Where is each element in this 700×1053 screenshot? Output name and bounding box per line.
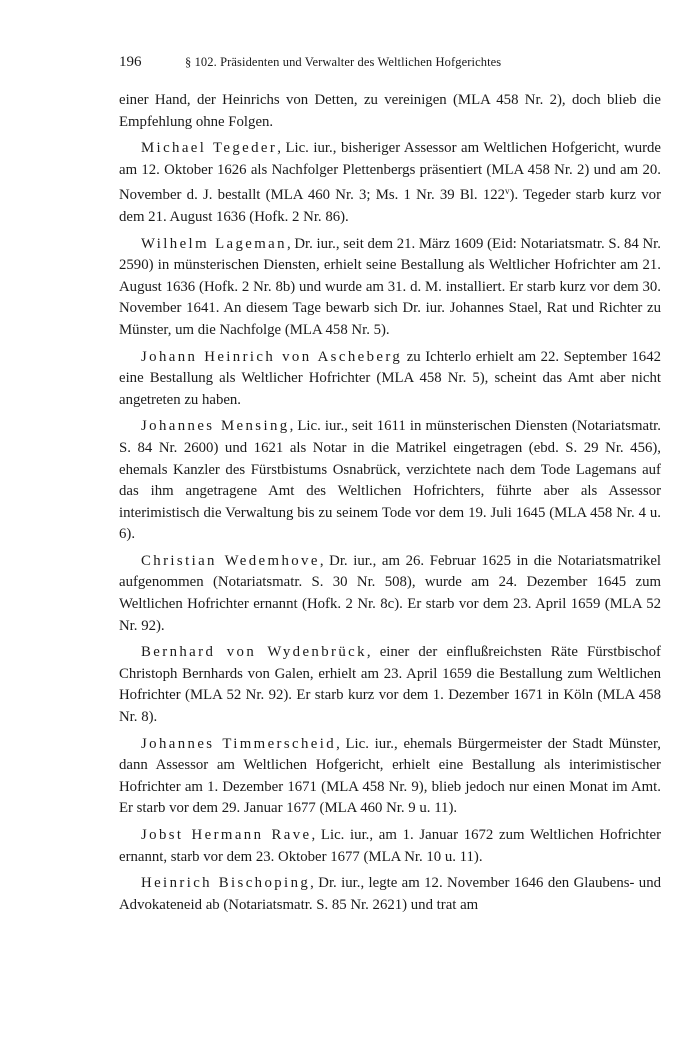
entry-tegeder <box>119 138 661 228</box>
entry-wedemhove <box>119 551 661 637</box>
page-header <box>119 54 661 76</box>
entry-text: , einer der einflußreichsten Räte Fürstbischof Christoph Bernhards von Galen, erhielt am 23. April 1659 die Bestallung zum Weltlichen Hofrichter (MLA 52 Nr. 92). Er starb kurz vor dem 1. Dezember 1671 in Köln (MLA 458 Nr. 8). <box>119 644 661 726</box>
book-page <box>119 54 661 921</box>
entry-mensing <box>119 416 661 546</box>
entry-text: , Lic. iur., bisheriger Assessor am Weltlichen Hofgericht, wurde am 12. Oktober 1626 als Nachfolger Plettenbergs präsentiert (MLA 458 Nr. 2) und am 20. November d. J. bestallt (MLA 460 Nr. 3; Ms. 1 Nr. 39 Bl. 122 <box>119 140 661 204</box>
entry-text: , Lic. iur., ehemals Bürgermeister der Stadt Münster, dann Assessor am Weltlichen Hofgericht, erhielt eine Bestallung als interimistischer Hofrichter am 1. Dezember 1671 (MLA 458 Nr. 9), blieb jedoch nur einen Monat im Amt. Er starb vor dem 29. Januar 1677 (MLA 460 Nr. 9 u. 11). <box>119 735 661 817</box>
running-head: § 102. Präsidenten und Verwalter des Weltlichen Hofgerichtes <box>185 55 502 69</box>
entry-text: , Dr. iur., am 26. Februar 1625 in die Notariatsmatrikel aufgenommen (Notariatsmatr. S. 30 Nr. 508), wurde am 24. Dezember 1645 zum Weltlichen Hofrichter ernannt (Hofk. 2 Nr. 8c). Er starb vor dem 23. April 1659 (MLA 52 Nr. 92). <box>119 552 661 634</box>
entry-bischoping <box>119 873 661 916</box>
entry-wydenbrueck <box>119 642 661 728</box>
entry-text: zu Ichterlo erhielt am 22. September 1642 eine Bestallung als Weltlicher Hofrichter (MLA 458 Nr. 5), scheint das Amt aber nicht angetreten zu haben. <box>119 348 661 408</box>
person-name: Wilhelm Lageman <box>141 235 287 252</box>
entry-text: , Dr. iur., legte am 12. November 1646 den Glaubens- und Advokateneid ab (Notariatsmatr. S. 85 Nr. 2621) und trat am <box>119 875 661 913</box>
entry-ascheberg <box>119 347 661 412</box>
person-name: Johann Heinrich von Ascheberg <box>141 348 403 365</box>
entry-text-cont: ). Tegeder starb kurz vor dem 21. August 1636 (Hofk. 2 Nr. 86). <box>119 187 661 225</box>
superscript-verso: v <box>505 186 510 197</box>
person-name: Heinrich Bischoping <box>141 875 311 892</box>
entry-timmerscheid <box>119 734 661 820</box>
page-number: 196 <box>119 54 142 70</box>
entry-rave <box>119 825 661 868</box>
paragraph-text: einer Hand, der Heinrichs von Detten, zu vereinigen (MLA 458 Nr. 2), doch blieb die Empfehlung ohne Folgen. <box>119 92 661 130</box>
person-name: Jobst Hermann Rave <box>141 827 312 843</box>
person-name: Johannes Timmerscheid <box>141 735 337 752</box>
entry-text: , Lic. iur., seit 1611 in münsterischen Diensten (Notariatsmatr. S. 84 Nr. 2600) und 1621 als Notar in die Matrikel eingetragen (ebd. S. 29 Nr. 456), ehemals Kanzler des Fürstbistums Osnabrück, verzichtete nach dem Tode Lagemans auf das ihm angetragene Amt des Weltlichen Hofrichters, führte aber als Assessor interimistisch die Verwaltung bis zu seinem Tode vor dem 19. Juli 1645 (MLA 458 Nr. 4 u. 6). <box>119 418 661 543</box>
person-name: Johannes Mensing <box>141 418 290 435</box>
person-name: Christian Wedemhove <box>141 552 320 569</box>
paragraph-continuation <box>119 90 661 133</box>
person-name: Michael Tegeder <box>141 140 278 157</box>
entry-text: , Lic. iur., am 1. Januar 1672 zum Weltlichen Hofrichter ernannt, starb vor dem 23. Oktober 1677 (MLA Nr. 10 u. 11). <box>119 827 661 865</box>
person-name: Bernhard von Wydenbrück <box>141 644 367 661</box>
entry-lageman <box>119 234 661 342</box>
entry-text: , Dr. iur., seit dem 21. März 1609 (Eid: Notariatsmatr. S. 84 Nr. 2590) in münsterischen Diensten, erhielt seine Bestallung als Weltlicher Hofrichter am 21. August 1636 (Hofk. 2 Nr. 8b) und wurde am 31. d. M. installiert. Er starb kurz vor dem 30. November 1641. An diesem Tage bewarb sich Dr. iur. Johannes Stael, Rat und Richter zu Münster, um die Nachfolge (MLA 458 Nr. 5). <box>119 235 661 338</box>
